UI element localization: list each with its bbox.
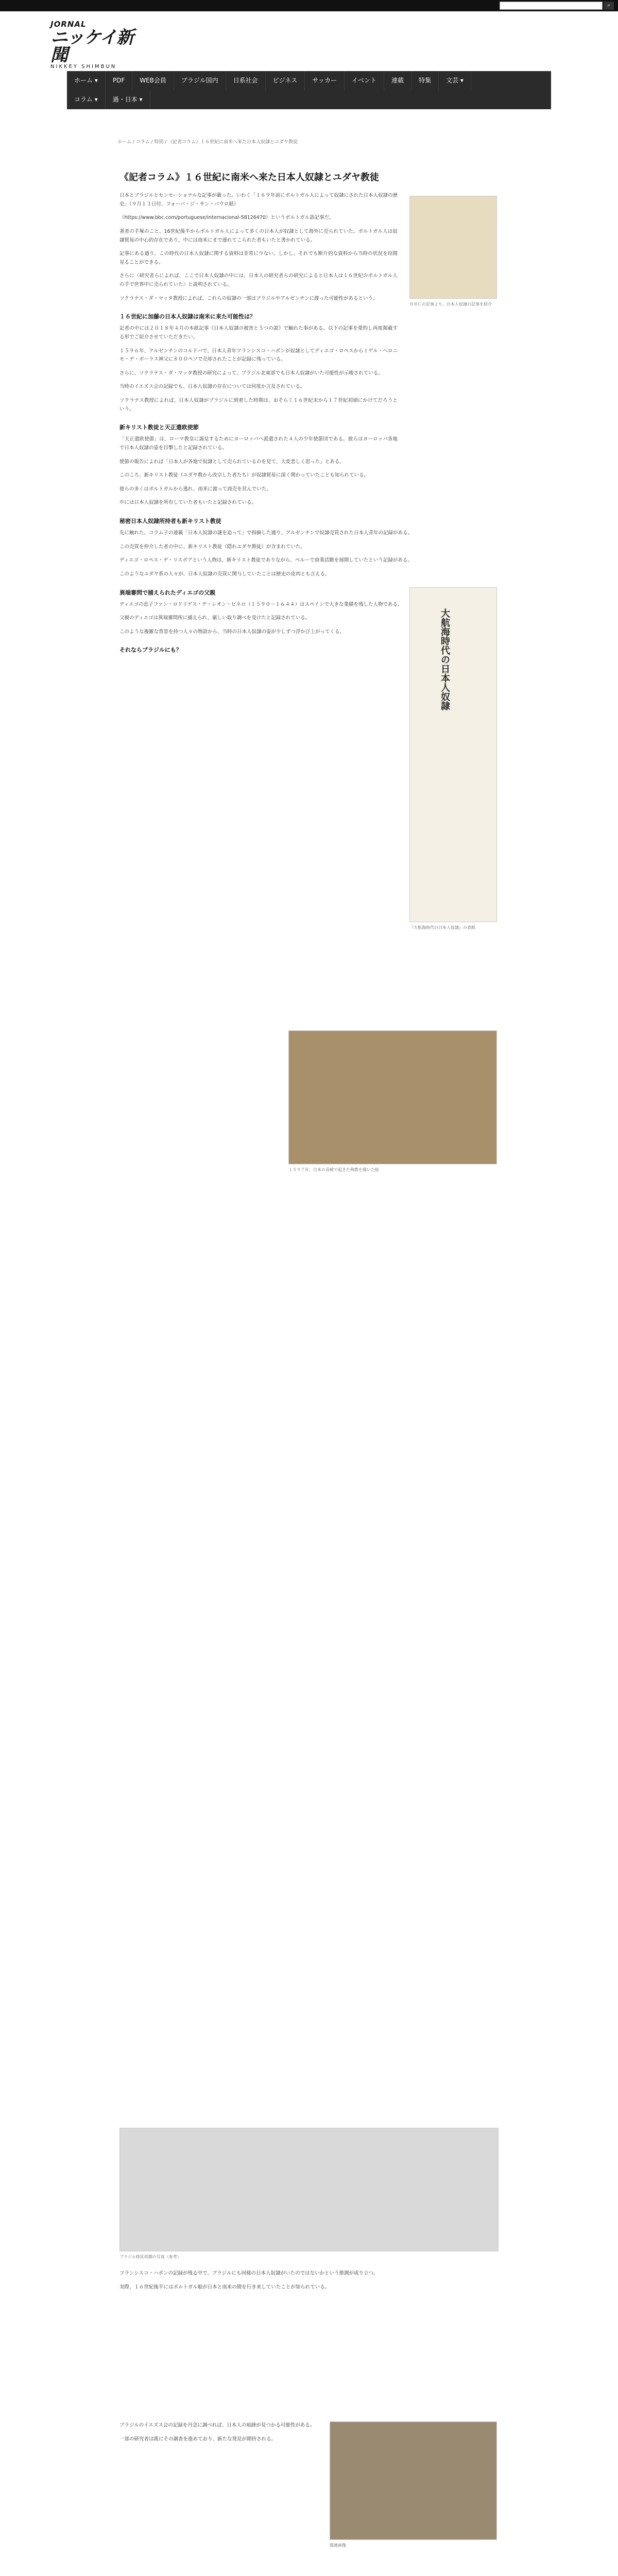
nav-row-2: [67, 90, 551, 109]
section-heading: 秘密日本人奴隷所持者も新キリスト教徒: [119, 518, 221, 524]
paragraph: 日本とブラジルとセンセーショナルな記事が載った。いわく「１６９年前にポルトガル人によって奴隷にされた日本人奴隷の歴史」（９月１３日付、フォーバ・ジ・サン・パウロ紙）: [119, 193, 398, 207]
main-nav: [67, 71, 551, 109]
paragraph: 記事にある通り、この時代の日本人奴隷に関する資料は非常に少ない。しかし、それでも断片的な資料から当時の状況を垣間見ることができる。: [119, 251, 398, 265]
nav-item[interactable]: PDF: [106, 71, 132, 90]
paragraph: 先に触れた、コラム子の連載「日本人奴隷の謎を追って」で指摘した通り、アルゼンチンで奴隷売買された日本人青年の記録がある。: [119, 530, 413, 536]
nav-item[interactable]: WEB会員: [132, 71, 174, 90]
paragraph: ディエゴ・ロペス・デ・リスボアという人物は、新キリスト教徒でありながら、ペルーで商業活動を展開していたという記録がある。: [119, 557, 413, 564]
figure-caption: 関連画像: [330, 2543, 346, 2548]
historical-document-image: [119, 2128, 499, 2251]
nav-item[interactable]: 過・日本 ▾: [106, 90, 150, 109]
closing-section: [119, 2269, 499, 2297]
section-heading: それならブラジルにも？: [119, 647, 182, 654]
nav-row-1: [67, 71, 551, 90]
logo-main: ニッケイ新聞: [50, 27, 134, 65]
closing-section-side: [119, 2421, 320, 2449]
paragraph: 彼らの多くはポルトガルから逃れ、南米に渡って商売を営んでいた。: [119, 486, 271, 492]
closing-paragraphs-side: [119, 2421, 320, 2444]
martyrdom-painting-image: [288, 1030, 497, 1164]
paragraph: さらに〈研究者らによれば、ここで日本人奴隷の中には、日本人の研究者らの研究によると日本人は１６世紀のポルトガル人の手で世界中に売られていた〉と説明されている。: [119, 273, 398, 287]
logo-small: JORNAL: [50, 20, 87, 29]
paragraph: 一部の研究者は既にその調査を進めており、新たな発見が期待される。: [119, 2436, 277, 2442]
book-cover-image: 大航海時代の日本人奴隷: [409, 587, 497, 922]
figure-caption: ＢＢＣの記事より。日本人奴隷の記事を紹介: [409, 302, 492, 307]
nav-item[interactable]: ブラジル国内: [174, 71, 226, 90]
paragraph: フランシスコ・ハポンの記録が残る中で、ブラジルにも同様の日本人奴隷がいたのではないかという推測が成り立つ。: [119, 2270, 379, 2276]
intro-block: [119, 192, 398, 303]
paragraph: （https://www.bbc.com/portuguese/internacional-58126470）というポルトガル語記事だ。: [119, 215, 334, 221]
nav-item[interactable]: 日系社会: [226, 71, 266, 90]
section-heading: 異端審問で捕えられたディエゴの父親: [119, 589, 216, 596]
intro-paragraphs: [119, 192, 398, 303]
nav-item[interactable]: 連載: [384, 71, 411, 90]
logo-sub: NIKKEY SHIMBUN: [50, 64, 117, 70]
nav-item[interactable]: イベント: [345, 71, 384, 90]
paragraph: 使節の報告によれば「日本人が各地で奴隷として売られているのを見て、大変悲しく思った」とある。: [119, 459, 345, 465]
paragraph: 記者の中には２０１８年４月の本紙記事《日本人奴隷の被害と５つの説》で触れた事がある。以下の記事を要約し再度掲載する形でご紹介させていただきたい。: [119, 326, 398, 340]
paragraph: 著者の手塚のこと、16世紀後半からポルトガル人によって多くの日本人が奴隷として海外に売られていた。ポルトガル人は奴隷貿易の中心的存在であり、中には南米にまで連れてこられた者もいたと書かれている。: [119, 228, 398, 243]
nav-item[interactable]: 特集: [411, 71, 439, 90]
site-logo[interactable]: [50, 20, 143, 70]
figure-caption: １５９７年、日本の長崎で起きた殉教を描いた絵: [288, 1167, 379, 1172]
related-image: [330, 2421, 497, 2540]
nav-item[interactable]: 文芸 ▾: [439, 71, 471, 90]
paragraph: このころ、新キリスト教徒（ユダヤ教から改宗した者たち）が奴隷貿易に深く関わっていたことも知られている。: [119, 472, 369, 479]
top-bar: [0, 0, 618, 11]
figure-caption: ブラジル移民初期の写真（参考）: [119, 2255, 181, 2259]
bbc-article-image: [409, 196, 497, 299]
section-2-paragraphs: [119, 435, 398, 507]
paragraph: 当時のイエズス会の記録でも、日本人奴隷の存在については何度か言及されている。: [119, 384, 305, 390]
article-title: 《記者コラム》１６世紀に南米へ来た日本人奴隷とユダヤ教徒: [119, 172, 379, 183]
paragraph: １５９６年、アルゼンチンのコルドバで、日本人青年フランシスコ・ハポンが奴隷としてディエゴ・ロペスからミゲル・ヘロニモ・デ・ポーラス神父に８００ペソで売却されたことが記録に残っている。: [119, 348, 398, 363]
paragraph: ソクラテス教授によれば、日本人奴隷がブラジルに到着した時期は、おそらく１６世紀末から１７世紀初頭にかけてだろうという。: [119, 398, 398, 412]
closing-paragraphs-top: [119, 2269, 499, 2292]
nav-item[interactable]: コラム ▾: [67, 90, 106, 109]
breadcrumb: ホーム / コラム / 特別 / 《記者コラム》１６世紀に南米へ来た日本人奴隷とユダヤ教徒: [117, 140, 298, 145]
paragraph: このような複雑な背景を持つ人々の物語から、当時の日本人奴隷の姿が少しずつ浮かび上がってくる。: [119, 629, 345, 635]
paragraph: このようなユダヤ系の人々が、日本人奴隷の売買に関与していたことは歴史の皮肉とも言える。: [119, 571, 330, 577]
paragraph: 実際、１６世紀後半にはポルトガル船が日本と南米の間を行き来していたことが知られている。: [119, 2284, 330, 2290]
nav-item[interactable]: サッカー: [305, 71, 345, 90]
paragraph: ソクラテス・ダ・マッタ教授によれば、これらの奴隷の一部はブラジルやアルゼンチンに渡った可能性があるという。: [119, 295, 378, 301]
figure-caption: 『大航海時代の日本人奴隷』の表紙: [409, 925, 475, 930]
paragraph: この売買を仲介した者の中に、新キリスト教徒（隠れユダヤ教徒）が含まれていた。: [119, 544, 305, 550]
section-heading: 新キリスト教徒と天正遣欧使節: [119, 424, 199, 431]
paragraph: 中には日本人奴隷を所有していた者もいたと記録されている。: [119, 500, 257, 506]
paragraph: ブラジルのイエズス会の記録を丹念に調べれば、日本人の痕跡が見つかる可能性がある。: [119, 2422, 315, 2428]
search-input[interactable]: [500, 2, 603, 10]
paragraph: 父親のディエゴは異端審問所に捕えられ、厳しい取り調べを受けたと記録されている。: [119, 615, 311, 621]
section-1-paragraphs: [119, 325, 398, 414]
paragraph: さらに、ソクラテス・ダ・マッタ教授の研究によって、ブラジル北東部でも日本人奴隷がいた可能性が示唆されている。: [119, 370, 383, 376]
section-3-paragraphs: [119, 529, 499, 579]
nav-item[interactable]: ビジネス: [266, 71, 305, 90]
paragraph: 「天正遣欧使節」は、ローマ教皇に謁見するためにヨーロッパへ派遣された４人の少年使節団である。彼らはヨーロッパ各地で日本人奴隷の姿を目撃したと記録されている。: [119, 436, 398, 451]
section-heading: １６世紀に加藤の日本人奴隷は南米に来た可能性は？: [119, 313, 255, 320]
nav-item[interactable]: ホーム ▾: [67, 71, 106, 90]
search-icon[interactable]: ⌕: [604, 2, 614, 10]
paragraph: ディエゴの息子ファン・ロドリゲス・デ・レオン・ピネロ（１５９０〜１６４４）はスペインで大きな業績を残した人物である。: [119, 601, 403, 607]
